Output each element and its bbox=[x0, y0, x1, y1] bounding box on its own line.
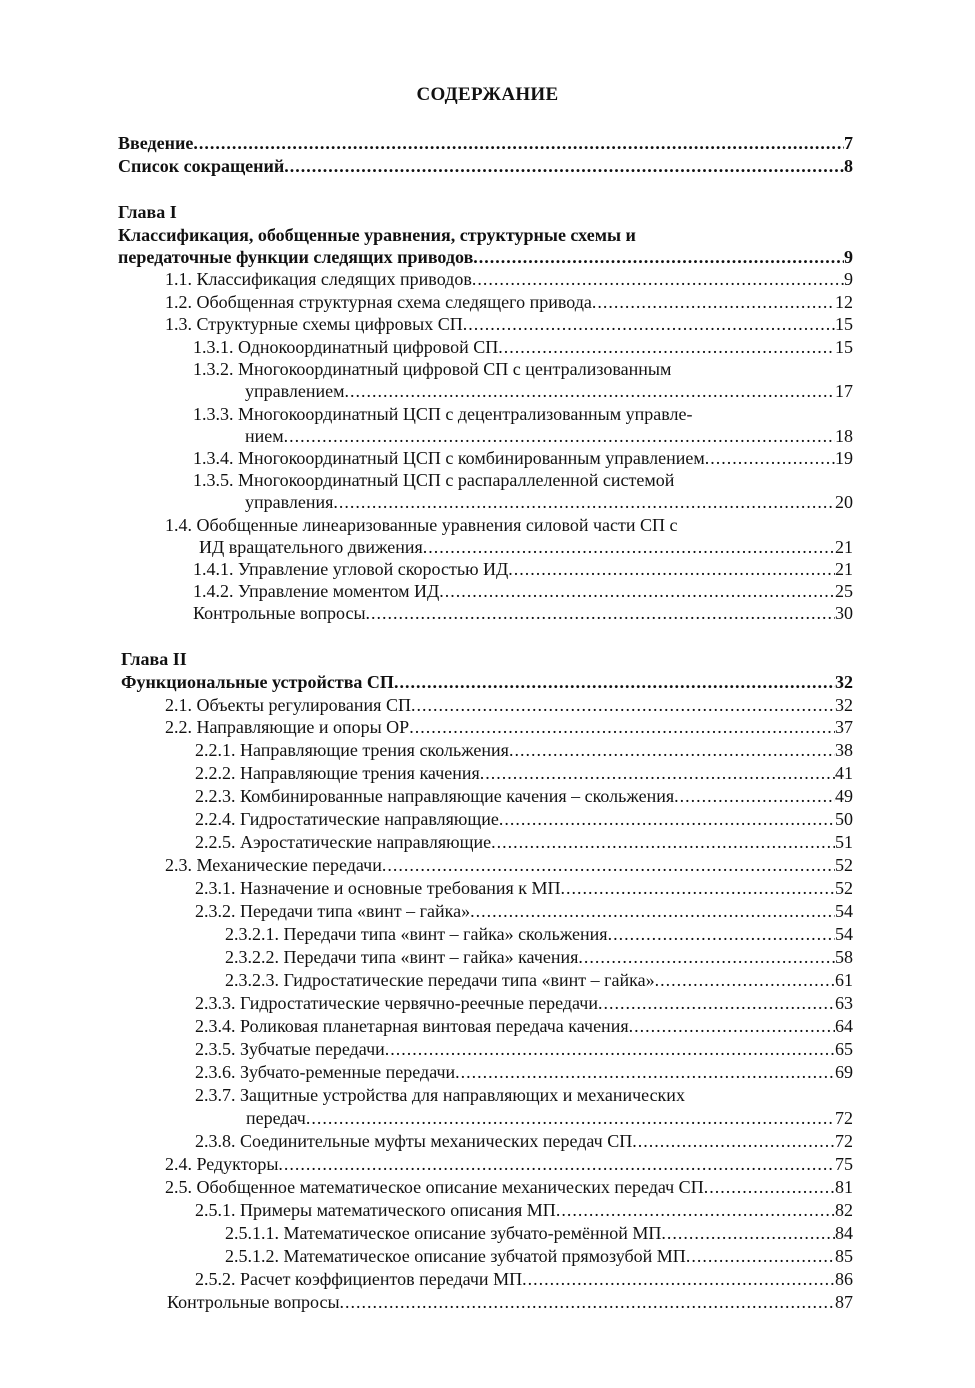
chapter-2-label: Глава II bbox=[121, 649, 187, 669]
toc-entry[interactable] bbox=[195, 762, 853, 784]
toc-entry[interactable] bbox=[195, 1268, 853, 1290]
toc-entry-text: 1.2. Обобщенная структурная схема следящего привода bbox=[165, 292, 592, 312]
toc-entry-text: Введение bbox=[118, 133, 194, 153]
toc-entry[interactable] bbox=[165, 268, 853, 290]
chapter-1-label: Глава I bbox=[118, 202, 177, 222]
toc-leader-dots bbox=[284, 425, 835, 447]
toc-page-number: 75 bbox=[835, 1154, 853, 1174]
toc-page-number: 18 bbox=[835, 426, 853, 446]
toc-leader-dots bbox=[508, 558, 835, 580]
toc-entry-text: 2.3. Механические передачи bbox=[165, 855, 382, 875]
toc-page-number: 85 bbox=[835, 1246, 853, 1266]
toc-page-number: 20 bbox=[835, 492, 853, 512]
toc-page-number: 15 bbox=[835, 314, 853, 334]
toc-entry[interactable] bbox=[195, 1061, 853, 1083]
toc-page-number: 52 bbox=[835, 878, 853, 898]
toc-leader-dots bbox=[284, 155, 844, 177]
toc-entry-text: 1.4.2. Управление моментом ИД bbox=[193, 581, 440, 601]
toc-leader-dots bbox=[705, 447, 835, 469]
toc-entry-continuation: управления bbox=[245, 492, 334, 512]
toc-page-number: 61 bbox=[835, 970, 853, 990]
toc-leader-dots bbox=[439, 580, 835, 602]
toc-entry-text: передаточные функции следящих приводов bbox=[118, 247, 474, 267]
toc-chapter-2-title[interactable] bbox=[121, 671, 853, 693]
toc-leader-dots bbox=[473, 246, 844, 268]
toc-leader-dots bbox=[463, 313, 835, 335]
toc-leader-dots bbox=[366, 602, 835, 624]
toc-entry[interactable] bbox=[195, 877, 853, 899]
toc-entry-introduction[interactable] bbox=[118, 132, 853, 154]
toc-entry-continuation: передач bbox=[246, 1108, 306, 1128]
toc-page-number: 21 bbox=[835, 559, 853, 579]
toc-entry-text: 2.5.1. Примеры математического описания МП bbox=[195, 1200, 556, 1220]
toc-leader-dots bbox=[491, 831, 835, 853]
toc-entry[interactable] bbox=[193, 336, 853, 358]
toc-leader-dots bbox=[598, 992, 835, 1014]
toc-entry[interactable] bbox=[246, 1107, 853, 1129]
toc-page-number: 63 bbox=[835, 993, 853, 1013]
toc-page-number: 51 bbox=[835, 832, 853, 852]
toc-entry-text: 1.3.3. Многокоординатный ЦСП с децентрализованным управле- bbox=[193, 404, 693, 424]
toc-entry-text: 2.5.1.1. Математическое описание зубчато-ремённой МП bbox=[225, 1223, 662, 1243]
toc-leader-dots bbox=[498, 336, 835, 358]
toc-entry[interactable] bbox=[193, 580, 853, 602]
toc-page-number: 37 bbox=[835, 717, 853, 737]
toc-entry-text: 2.1. Объекты регулирования СП bbox=[165, 695, 411, 715]
toc-entry[interactable] bbox=[195, 808, 853, 830]
toc-page-number: 41 bbox=[835, 763, 853, 783]
toc-entry[interactable] bbox=[165, 694, 853, 716]
toc-page-number: 21 bbox=[835, 537, 853, 557]
toc-leader-dots bbox=[509, 739, 835, 761]
toc-entry[interactable] bbox=[195, 992, 853, 1014]
toc-entry[interactable] bbox=[195, 739, 853, 761]
toc-leader-dots bbox=[522, 1268, 835, 1290]
toc-entry[interactable] bbox=[165, 291, 853, 313]
toc-leader-dots bbox=[499, 808, 835, 830]
toc-entry-text: 2.2.3. Комбинированные направляющие качения – скольжения bbox=[195, 786, 675, 806]
toc-entry-text: 2.3.7. Защитные устройства для направляющих и механических bbox=[195, 1085, 685, 1105]
toc-entry-abbreviations[interactable] bbox=[118, 155, 853, 177]
toc-entry-text: Контрольные вопросы bbox=[193, 603, 366, 623]
toc-entry-text: 2.3.6. Зубчато-ременные передачи bbox=[195, 1062, 456, 1082]
toc-entry-text: 1.3.4. Многокоординатный ЦСП с комбинированным управлением bbox=[193, 448, 705, 468]
toc-entry-text: 2.4. Редукторы bbox=[165, 1154, 279, 1174]
toc-entry-text: 2.5.1.2. Математическое описание зубчатой прямозубой МП bbox=[225, 1246, 686, 1266]
toc-entry-text: Список сокращений bbox=[118, 156, 285, 176]
toc-entry-continuation: ИД вращательного движения bbox=[199, 537, 423, 557]
toc-page-number: 32 bbox=[835, 672, 853, 692]
toc-page-number: 9 bbox=[844, 247, 853, 267]
toc-page-number: 17 bbox=[835, 381, 853, 401]
toc-entry[interactable] bbox=[245, 380, 853, 402]
toc-entry[interactable] bbox=[165, 854, 853, 876]
toc-page-number: 72 bbox=[835, 1108, 853, 1128]
toc-entry[interactable] bbox=[245, 425, 853, 447]
toc-entry-text: 2.2.5. Аэростатические направляющие bbox=[195, 832, 492, 852]
toc-entry-text: 1.1. Классификация следящих приводов bbox=[165, 269, 472, 289]
toc-entry[interactable] bbox=[195, 785, 853, 807]
toc-entry-text: 1.3.5. Многокоординатный ЦСП с распараллеленной системой bbox=[193, 470, 675, 490]
toc-leader-dots bbox=[306, 1107, 835, 1129]
toc-leader-dots bbox=[345, 380, 835, 402]
toc-chapter-1-title[interactable] bbox=[118, 246, 853, 268]
toc-entry-text: 1.3. Структурные схемы цифровых СП bbox=[165, 314, 463, 334]
toc-leader-dots bbox=[632, 1130, 835, 1152]
toc-page-number: 64 bbox=[835, 1016, 853, 1036]
toc-page-number: 69 bbox=[835, 1062, 853, 1082]
toc-leader-dots bbox=[592, 291, 835, 313]
toc-page-number: 54 bbox=[835, 901, 853, 921]
toc-entry-continuation: управлением bbox=[245, 381, 345, 401]
toc-leader-dots bbox=[674, 785, 835, 807]
toc-entry[interactable] bbox=[195, 1130, 853, 1152]
toc-page-number: 15 bbox=[835, 337, 853, 357]
toc-page-number: 87 bbox=[835, 1292, 853, 1312]
toc-leader-dots bbox=[278, 1153, 835, 1175]
toc-entry-text: Контрольные вопросы bbox=[167, 1292, 340, 1312]
toc-leader-dots bbox=[193, 132, 844, 154]
toc-leader-dots bbox=[661, 1222, 835, 1244]
toc-entry[interactable] bbox=[193, 447, 853, 469]
toc-page-number: 52 bbox=[835, 855, 853, 875]
toc-entry-text: 2.3.3. Гидростатические червячно-реечные передачи bbox=[195, 993, 598, 1013]
toc-page-number: 32 bbox=[835, 695, 853, 715]
toc-page-number: 49 bbox=[835, 786, 853, 806]
chapter-1-title-line1: Классификация, обобщенные уравнения, структурные схемы и bbox=[118, 225, 636, 245]
toc-entry[interactable] bbox=[165, 716, 853, 738]
toc-entry-text: 2.3.4. Роликовая планетарная винтовая передача качения bbox=[195, 1016, 629, 1036]
toc-entry-text: 2.2.2. Направляющие трения качения bbox=[195, 763, 480, 783]
toc-entry[interactable] bbox=[195, 1015, 853, 1037]
toc-entry[interactable] bbox=[195, 900, 853, 922]
toc-page-number: 25 bbox=[835, 581, 853, 601]
toc-leader-dots bbox=[382, 854, 835, 876]
toc-entry[interactable] bbox=[195, 1038, 853, 1060]
toc-entry-text: 2.5. Обобщенное математическое описание механических передач СП bbox=[165, 1177, 704, 1197]
toc-leader-dots bbox=[472, 268, 844, 290]
toc-entry[interactable] bbox=[225, 946, 853, 968]
toc-entry[interactable] bbox=[195, 1199, 853, 1221]
toc-entry-text: 2.3.2.2. Передачи типа «винт – гайка» качения bbox=[225, 947, 579, 967]
toc-entry[interactable] bbox=[225, 1222, 853, 1244]
toc-entry[interactable] bbox=[245, 491, 853, 513]
toc-entry-text: 1.4.1. Управление угловой скоростью ИД bbox=[193, 559, 509, 579]
toc-leader-dots bbox=[411, 694, 835, 716]
toc-entry-text: 1.3.1. Однокоординатный цифровой СП bbox=[193, 337, 499, 357]
toc-leader-dots bbox=[385, 1038, 835, 1060]
toc-entry-text: 2.2. Направляющие и опоры ОР bbox=[165, 717, 410, 737]
toc-entry[interactable] bbox=[165, 313, 853, 335]
toc-leader-dots bbox=[409, 716, 835, 738]
toc-page-number: 65 bbox=[835, 1039, 853, 1059]
toc-leader-dots bbox=[556, 1199, 835, 1221]
toc-leader-dots bbox=[578, 946, 835, 968]
toc-entry-text: 1.3.2. Многокоординатный цифровой СП с централизованным bbox=[193, 359, 672, 379]
toc-entry-text: 2.3.2. Передачи типа «винт – гайка» bbox=[195, 901, 471, 921]
toc-page-number: 72 bbox=[835, 1131, 853, 1151]
toc-leader-dots bbox=[340, 1291, 835, 1313]
toc-leader-dots bbox=[394, 671, 835, 693]
toc-entry-text: Функциональные устройства СП bbox=[121, 672, 394, 692]
toc-entry[interactable] bbox=[195, 831, 853, 853]
toc-leader-dots bbox=[686, 1245, 835, 1267]
toc-page-number: 84 bbox=[835, 1223, 853, 1243]
toc-entry-text: 2.3.1. Назначение и основные требования к МП bbox=[195, 878, 561, 898]
toc-leader-dots bbox=[655, 969, 835, 991]
toc-page-number: 58 bbox=[835, 947, 853, 967]
toc-leader-dots bbox=[561, 877, 836, 899]
toc-leader-dots bbox=[470, 900, 835, 922]
toc-entry-text: 2.3.8. Соединительные муфты механических передач СП bbox=[195, 1131, 633, 1151]
toc-page-number: 8 bbox=[844, 156, 853, 176]
toc-entry[interactable] bbox=[225, 969, 853, 991]
toc-entry-text: 2.3.5. Зубчатые передачи bbox=[195, 1039, 385, 1059]
toc-leader-dots bbox=[704, 1176, 835, 1198]
toc-page-number: 19 bbox=[835, 448, 853, 468]
toc-leader-dots bbox=[455, 1061, 835, 1083]
toc-entry-text: 1.4. Обобщенные линеаризованные уравнения силовой части СП с bbox=[165, 515, 678, 535]
toc-page-number: 9 bbox=[844, 269, 853, 289]
toc-page-number: 81 bbox=[835, 1177, 853, 1197]
toc-page-number: 30 bbox=[835, 603, 853, 623]
toc-page-number: 86 bbox=[835, 1269, 853, 1289]
toc-entry-review-questions[interactable] bbox=[193, 602, 853, 624]
toc-page-number: 7 bbox=[844, 133, 853, 153]
toc-entry-text: 2.3.2.1. Передачи типа «винт – гайка» скольжения bbox=[225, 924, 608, 944]
toc-entry[interactable] bbox=[165, 1176, 853, 1198]
toc-page-number: 12 bbox=[835, 292, 853, 312]
toc-entry[interactable] bbox=[193, 558, 853, 580]
toc-entry[interactable] bbox=[165, 1153, 853, 1175]
toc-entry-text: 2.5.2. Расчет коэффициентов передачи МП bbox=[195, 1269, 523, 1289]
toc-entry-continuation: нием bbox=[245, 426, 284, 446]
toc-entry-text: 2.2.1. Направляющие трения скольжения bbox=[195, 740, 509, 760]
toc-entry[interactable] bbox=[199, 536, 853, 558]
toc-page-number: 38 bbox=[835, 740, 853, 760]
toc-page-number: 54 bbox=[835, 924, 853, 944]
toc-leader-dots bbox=[629, 1015, 835, 1037]
toc-entry[interactable] bbox=[225, 1245, 853, 1267]
toc-page-number: 50 bbox=[835, 809, 853, 829]
toc-entry[interactable] bbox=[225, 923, 853, 945]
toc-entry-review-questions[interactable] bbox=[167, 1291, 853, 1313]
toc-leader-dots bbox=[423, 536, 835, 558]
page-title: СОДЕРЖАНИЕ bbox=[416, 84, 559, 105]
toc-leader-dots bbox=[480, 762, 835, 784]
toc-entry-text: 2.2.4. Гидростатические направляющие bbox=[195, 809, 499, 829]
toc-page-number: 82 bbox=[835, 1200, 853, 1220]
toc-leader-dots bbox=[608, 923, 835, 945]
toc-leader-dots bbox=[333, 491, 835, 513]
toc-entry-text: 2.3.2.3. Гидростатические передачи типа «винт – гайка» bbox=[225, 970, 655, 990]
